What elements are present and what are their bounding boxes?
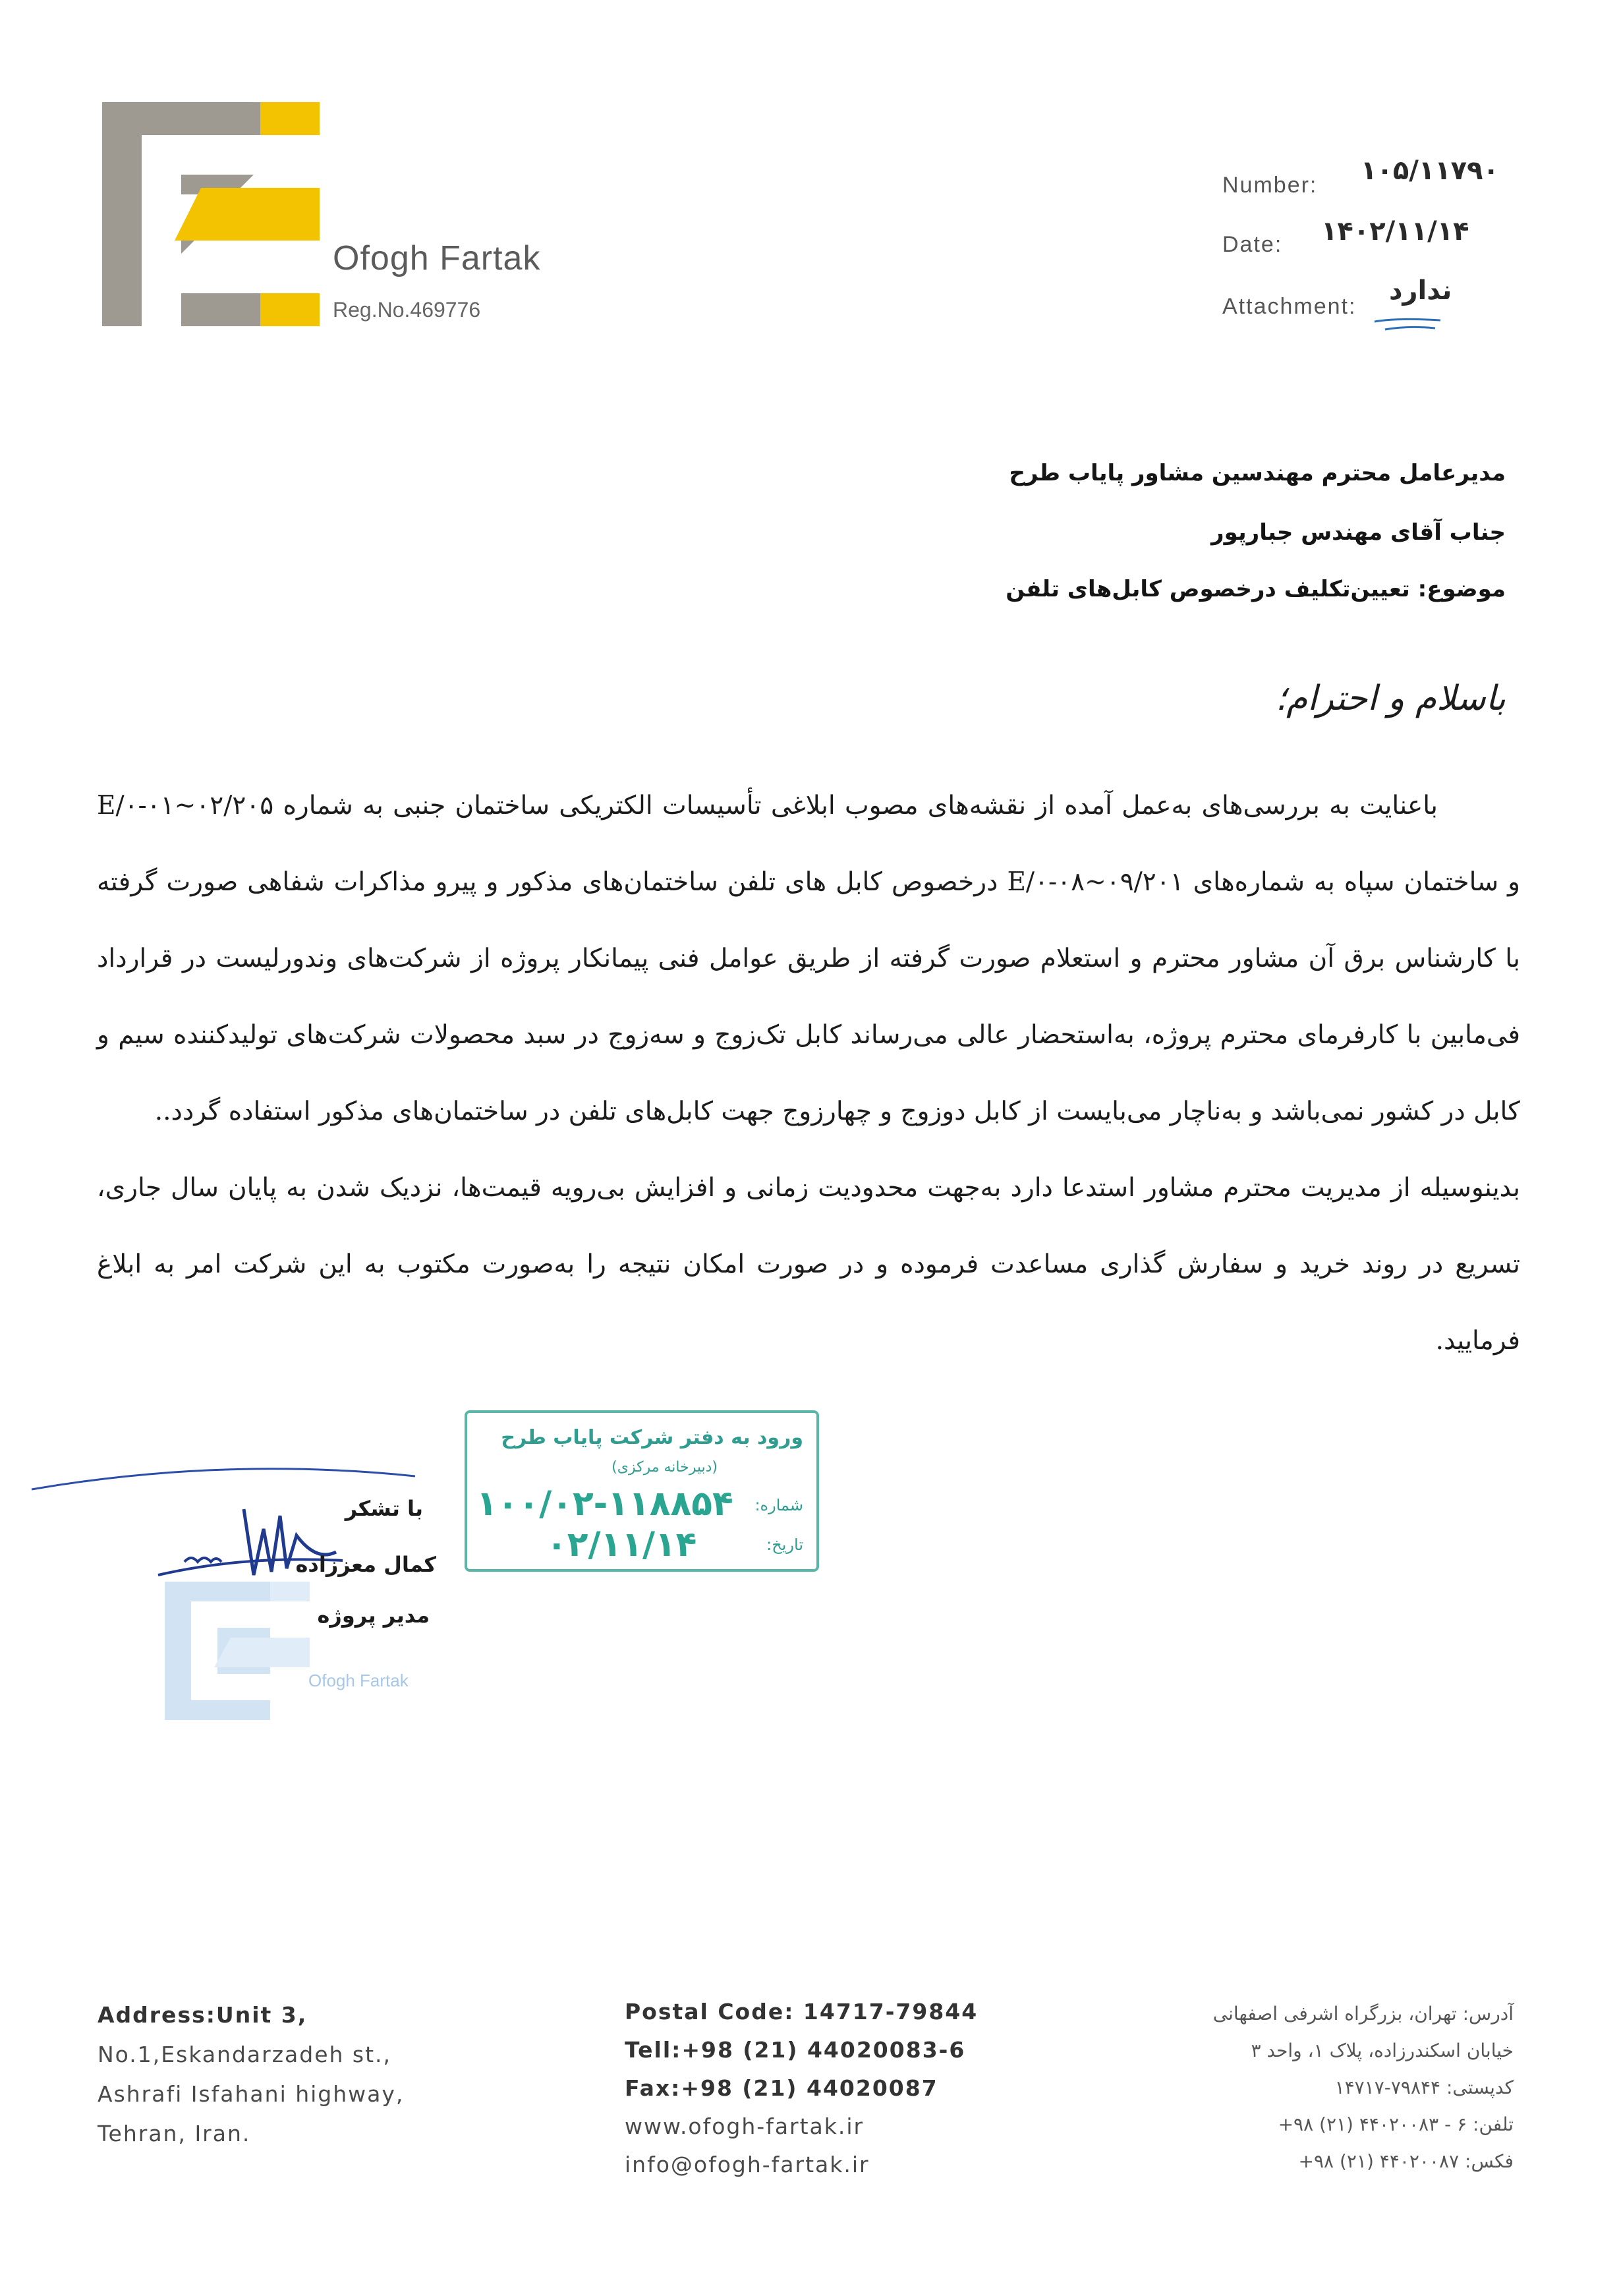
- received-stamp: [465, 1410, 819, 1572]
- faded-logo-text: Ofogh Fartak: [308, 1671, 409, 1690]
- date-label: Date:: [1222, 232, 1283, 257]
- signatory-name: کمال معززاده: [295, 1552, 436, 1577]
- telephone: Tell:+98 (21) 44020083-6: [625, 2037, 966, 2063]
- stamp-title: ورود به دفتر شرکت پایاب طرح: [501, 1426, 803, 1449]
- footer-address-fa: [1213, 1995, 1514, 2180]
- address-fa-line-1: آدرس: تهران، بزرگراه اشرفی اصفهانی: [1212, 2003, 1514, 2024]
- brand-name: Ofogh Fartak: [333, 239, 541, 277]
- registration-number: Reg.No.469776: [333, 298, 481, 322]
- letter-body: [97, 768, 1520, 1379]
- stamp-date-label: تاریخ:: [766, 1535, 803, 1554]
- attachment-value: ندارد: [1389, 275, 1452, 306]
- recipient-title: مدیرعامل محترم مهندسین مشاور پایاب طرح: [1009, 460, 1506, 486]
- email-link[interactable]: info@ofogh-fartak.ir: [625, 2152, 870, 2177]
- footer-address-en: [98, 1995, 404, 2154]
- body-paragraph-2: بدینوسیله از مدیریت محترم مشاور استدعا دارد به‌جهت محدودیت زمانی و افزایش بی‌رویه قیمت‌ها، نزدیک شدن به پایان سال جاری، تسریع در روند خرید و سفارش گذاری مساعدت فرموده و در صورت امکان نتیجه را به‌صورت مکتوب به این شرکت امر به ابلاغ فرمایید.: [97, 1173, 1520, 1356]
- attachment-label: Attachment:: [1222, 294, 1357, 319]
- postal-code: Postal Code: 14717-79844: [625, 1999, 979, 2024]
- handwritten-underline: [1372, 315, 1444, 335]
- body-paragraph-1: باعنایت به بررسی‌های به‌عمل آمده از نقشه‌های مصوب ابلاغی تأسیسات الکتریکی ساختمان جنبی به شماره ۲۰۵/E/۰-۰۱~۰۲ و ساختمان سپاه به شماره‌های ۲۰۱/E/۰-۰۸~۰۹ درخصوص کابل های تلفن ساختمان‌های مذکور و پیرو مذاکرات شفاهی صورت گرفته با کارشناس برق آن مشاور محترم و استعلام صورت گرفته از طریق عوامل فنی پیمانکار پروژه از شرکت‌های وندورلیست در قرارداد فی‌مابین با کارفرمای محترم پروژه، به‌استحضار عالی می‌رساند کابل تک‌زوج و سه‌زوج در سبد محصولات شرکت‌های تولیدکننده سیم و کابل در کشور نمی‌باشد و به‌ناچار می‌بایست از کابل دوزوج و چهارزوج جهت کابل‌های تلفن در ساختمان‌های مذکور استفاده گردد..: [97, 791, 1521, 1126]
- address-line-1: Address:Unit 3,: [98, 2002, 308, 2028]
- footer-contact: [625, 1993, 978, 2184]
- fax: Fax:+98 (21) 44020087: [625, 2075, 938, 2101]
- address-fa-line-2: خیابان اسکندرزاده، پلاک ۱، واحد ۳: [1251, 2040, 1514, 2061]
- stamp-date-value: ۰۲/۱۱/۱۴: [546, 1525, 697, 1564]
- website-link[interactable]: www.ofogh-fartak.ir: [625, 2113, 865, 2139]
- closing-thanks: با تشکر: [345, 1496, 423, 1521]
- recipient-name: جناب آقای مهندس جبارپور: [1211, 519, 1506, 546]
- number-label: Number:: [1222, 173, 1318, 198]
- signatory-title: مدیر پروژه: [317, 1603, 430, 1628]
- stamp-number-label: شماره:: [754, 1496, 803, 1514]
- address-line-4: Tehran, Iran.: [98, 2121, 251, 2146]
- address-line-3: Ashrafi Isfahani highway,: [98, 2081, 405, 2107]
- address-fa-line-3: کدپستی: ۷۹۸۴۴-۱۴۷۱۷: [1334, 2077, 1514, 2098]
- letter-subject: موضوع: تعیین‌تکلیف درخصوص کابل‌های تلفن: [1006, 576, 1506, 602]
- stamp-number-value: ۱۰۰/۰۲-۱۱۸۸۵۴: [476, 1484, 733, 1524]
- letter-number: ۱۰۵/۱۱۷۹۰: [1361, 156, 1499, 186]
- address-fa-line-4: تلفن: ۶ - ۴۴۰۲۰۰۸۳ (۲۱) ۹۸+: [1278, 2113, 1514, 2135]
- company-logo: [102, 102, 320, 326]
- greeting: باسلام و احترام؛: [1275, 679, 1506, 718]
- letter-date: ۱۴۰۲/۱۱/۱۴: [1321, 216, 1469, 246]
- address-fa-line-5: فکس: ۴۴۰۲۰۰۸۷ (۲۱) ۹۸+: [1298, 2150, 1514, 2172]
- stamp-subtitle: (دبیرخانه مرکزی): [611, 1459, 718, 1476]
- address-line-2: No.1,Eskandarzadeh st.,: [98, 2042, 392, 2067]
- handwritten-signature: [26, 1437, 435, 1608]
